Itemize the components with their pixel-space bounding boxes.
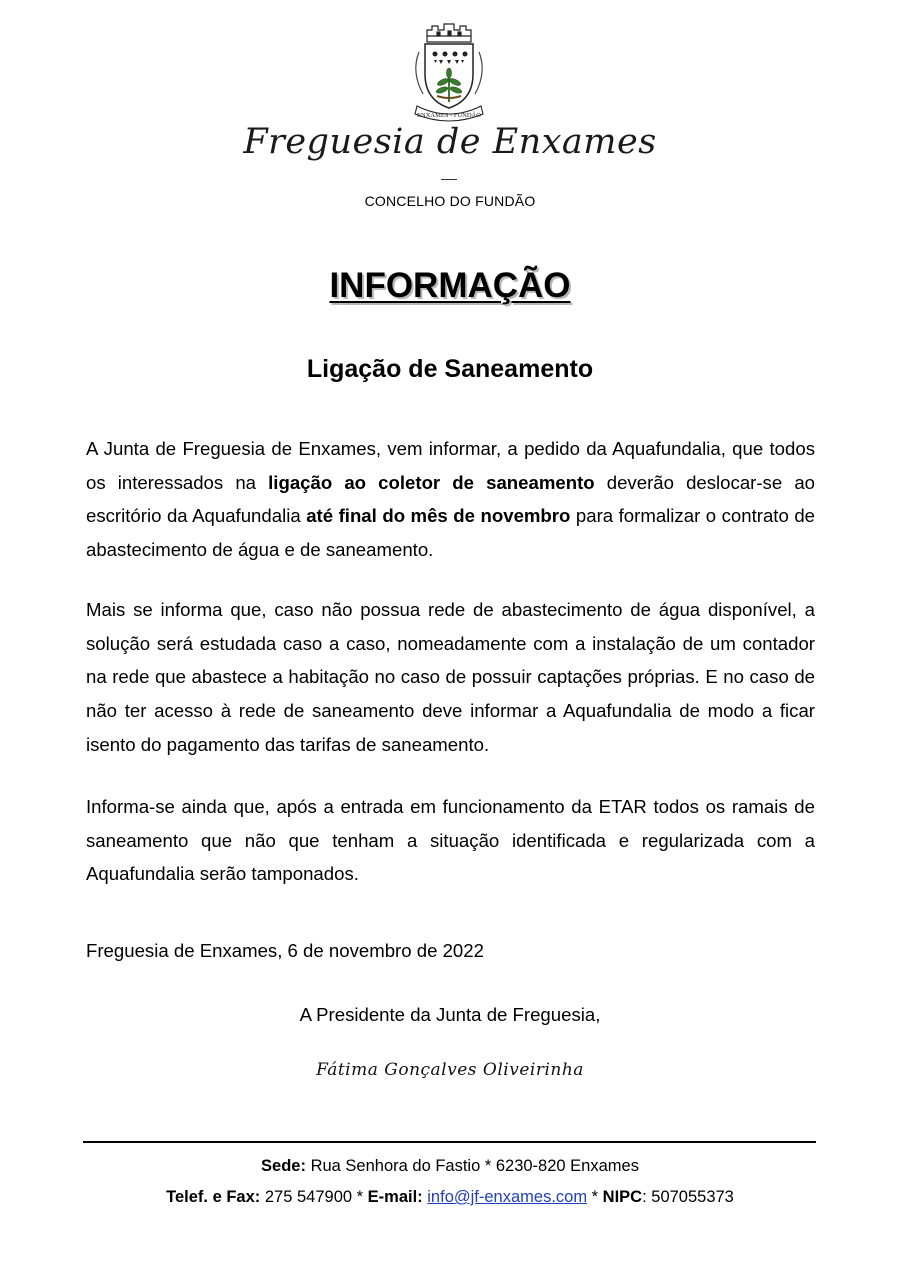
phone-value: 275 547900 * xyxy=(260,1188,368,1206)
municipality-label: CONCELHO DO FUNDÃO xyxy=(364,193,536,209)
address-value: Rua Senhora do Fastio * 6230-820 Enxames xyxy=(305,1157,639,1175)
paragraph-1-text-b: deverão deslocar-se ao escritório da Aquafundalia xyxy=(86,471,815,527)
parish-name-wordmark: Freguesia de Enxames xyxy=(243,122,657,162)
paragraph-1-bold-a: ligação ao coletor de saneamento xyxy=(268,471,595,493)
nipc-value: : 507055373 xyxy=(642,1188,734,1206)
mural-crown-icon xyxy=(427,24,471,42)
paragraph-1-text-a: A Junta de Freguesia de Enxames, vem informar, a pedido da Aquafundalia, que todos os interessados na xyxy=(86,438,815,493)
footer-divider xyxy=(83,1141,816,1143)
coat-of-arms-logo xyxy=(393,22,505,122)
heading-rest: NFORMAÇÃO xyxy=(339,266,571,305)
paragraph-2: Mais se informa que, caso não possua rede de abastecimento de água disponível, a solução será estudada caso a caso, nomeadamente com a instalação de um contador na rede que abastece a habitação no caso de possuir captações próprias. E no caso de não ter acesso à rede de saneamento deve informar a Aquafundalia de modo a ficar isento do pagamento das tarifas de saneamento. xyxy=(86,599,815,755)
nipc-label: NIPC xyxy=(602,1188,643,1206)
left-ornament-icon xyxy=(416,52,423,94)
crest-caption: ENXAMES - FUNDÃO xyxy=(417,112,481,119)
signer-role: A Presidente da Junta de Freguesia, xyxy=(299,1004,601,1025)
document-subtitle: Ligação de Saneamento xyxy=(306,355,594,383)
email-label: E-mail: xyxy=(367,1188,423,1206)
footer-address xyxy=(0,1157,900,1176)
heading-initial: I xyxy=(329,266,340,305)
phone-label: Telef. e Fax: xyxy=(166,1188,261,1206)
address-label: Sede: xyxy=(261,1157,306,1175)
nipc-separator: * xyxy=(587,1188,603,1206)
shield-icon xyxy=(425,44,473,108)
right-ornament-icon xyxy=(475,52,482,94)
dateline: Freguesia de Enxames, 6 de novembro de 2022 xyxy=(86,940,484,961)
document-heading xyxy=(0,266,900,306)
signature: Fátima Gonçalves Oliveirinha xyxy=(316,1060,584,1080)
email-link[interactable]: info@jf-enxames.com xyxy=(427,1188,588,1206)
paragraph-1-bold-b: até final do mês de novembro xyxy=(306,505,571,527)
paragraph-3: Informa-se ainda que, após a entrada em funcionamento da ETAR todos os ramais de saneamento que não que tenham a situação identificada e regularizada com a Aquafundalia serão tamponados. xyxy=(86,796,815,885)
paragraph-1 xyxy=(86,432,815,567)
paragraph-1-text-c: para formalizar o contrato de abastecimento de água e de saneamento. xyxy=(86,505,816,561)
footer-contacts xyxy=(0,1188,900,1207)
brand-divider xyxy=(441,179,457,180)
